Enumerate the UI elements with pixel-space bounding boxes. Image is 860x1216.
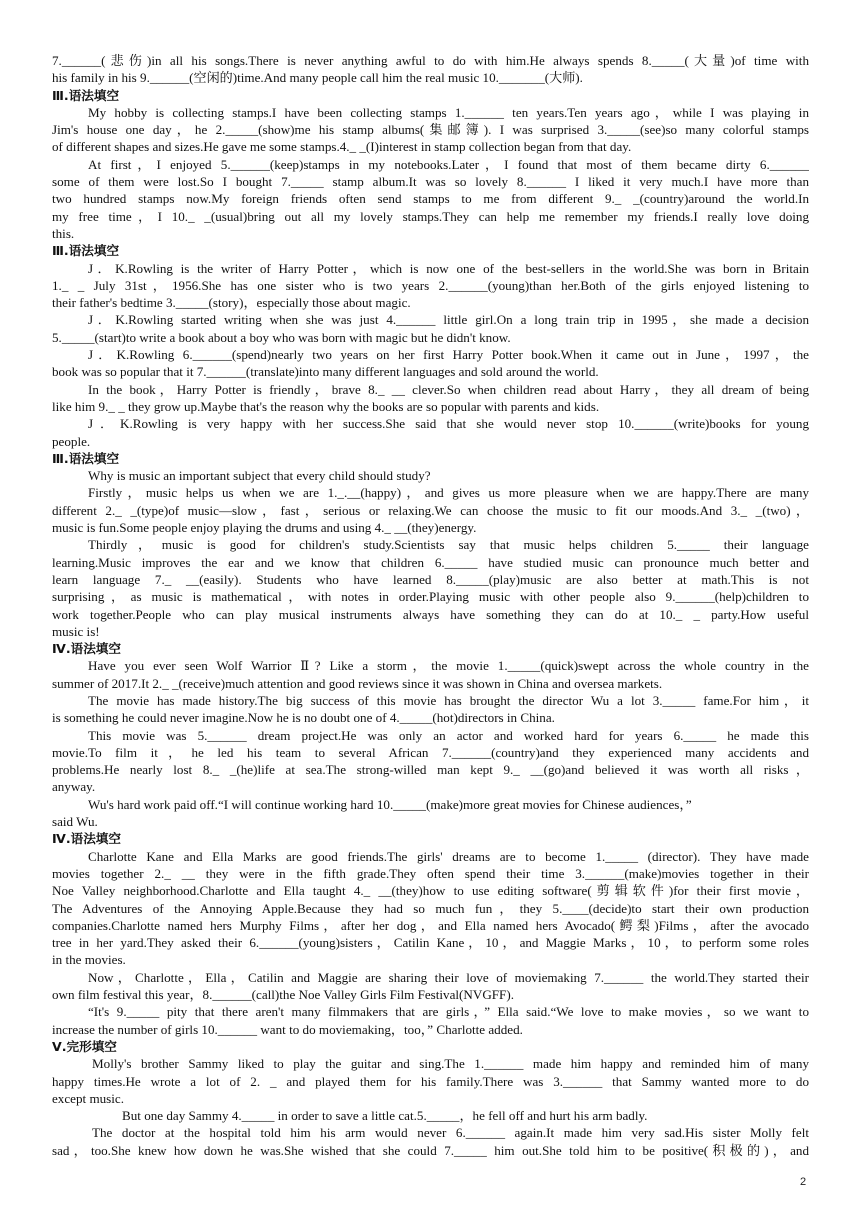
text-line: my free time，I 10._ _(usual)bring out all my lovely stamps.They can help me remember my friends.I really love doing <box>52 208 809 224</box>
paragraph-first-line: J．K.Rowling 6.______(spend)nearly two years on her first Harry Potter book.When it came out in June，1997，the <box>88 347 809 363</box>
text-line: 1._ _ July 31st，1956.She has one sister who is two years 2.______(young)than her.Both of the girls enjoyed listening to <box>52 277 809 293</box>
text-line: increase the number of girls 10.______ want to do moviemaking，too，” Charlotte added. <box>52 1021 523 1037</box>
section-heading: Ⅴ.完形填空 <box>52 1038 117 1054</box>
text-line: music is fun.Some people enjoy playing the drums and using 4._ __(they)energy. <box>52 520 477 536</box>
document-page <box>52 52 809 1159</box>
text-line: people. <box>52 433 91 449</box>
text-line: movie.To film it，he led his team to several African 7.______(country)and they experienced many accidents and <box>52 744 809 760</box>
text-line: 7.______(悲伤)in all his songs.There is never anything awful to do with him.He always spends 8._____(大量)of time with <box>52 53 809 68</box>
text-line: some of them were lost.So I bought 7._____ stamp album.It was so lovely 8.______ I liked it very much.I have more than <box>52 174 809 190</box>
section-heading: Ⅲ.语法填空 <box>52 87 120 103</box>
paragraph-first-line: Molly's brother Sammy liked to play the guitar and sing.The 1.______ made him happy and reminded him of many <box>92 1056 809 1072</box>
text-line: Noe Valley neighborhood.Charlotte and Ella taught 4._ __(they)how to use editing software(剪辑软件)for their first movie， <box>52 883 809 899</box>
text-line: their father's bedtime 3._____(story)，especially those about magic. <box>52 295 411 311</box>
section-heading: Ⅳ.语法填空 <box>52 831 121 847</box>
text-line: his family in his 9.______(空闲的)time.And many people call him the real music 10._______(大师). <box>52 70 583 86</box>
text-line: movies together 2._ __ they were in the fifth grade.They often spend their time 3.______(make)movies together in their <box>52 865 809 881</box>
text-line: companies.Charlotte named hers Murphy Films，after her dog，and Ella named hers Avocado(鳄梨)Films，after the avocado <box>52 917 809 933</box>
paragraph-first-line: The doctor at the hospital told him his arm would never 6.______ again.It made him very sad.His sister Molly felt <box>92 1125 809 1141</box>
text-line: 5._____(start)to write a book about a boy who was born with magic but he didn't know. <box>52 329 511 345</box>
text-line: The Adventures of the Annoying Apple.Because they had so much fun，they 5.____(decide)to start their own production <box>52 900 809 916</box>
paragraph-first-line: My hobby is collecting stamps.I have been collecting stamps 1.______ ten years.Ten years ago，while I was playing in <box>88 104 809 120</box>
text-line: problems.He nearly lost 8._ _(he)life at sea.The strong-willed man kept 9._ __(go)and believed it was worth all risks， <box>52 762 809 778</box>
text-line: this. <box>52 225 75 241</box>
text-line: learning.Music improves the ear and we know that children 6._____ have studied music can pronounce much better and <box>52 554 809 570</box>
paragraph-first-line: Firstly，music helps us when we are 1._.__(happy)，and gives us more pleasure when we are happy.There are many <box>88 485 809 501</box>
paragraph-first-line: This movie was 5.______ dream project.He was only an actor and worked hard for years 6._____ he made this <box>88 727 809 743</box>
text-line: said Wu. <box>52 814 98 830</box>
text-line: summer of 2017.It 2._ _(receive)much attention and good reviews since it was shown in China and oversea markets. <box>52 675 663 691</box>
paragraph-first-line: Wu's hard work paid off.“I will continue working hard 10._____(make)more great movies for Chinese audiences，” <box>88 796 692 812</box>
text-line: book was so popular that it 7.______(translate)into many different languages and sold around the world. <box>52 364 599 380</box>
text-line: like him 9._ _ they grow up.Maybe that's the reason why the books are so popular with parents and kids. <box>52 398 600 414</box>
text-line: in the movies. <box>52 952 126 968</box>
paragraph-first-line: J．K.Rowling is very happy with her success.She said that she would never stop 10.______(write)books for young <box>88 416 809 432</box>
text-line: happy times.He wrote a lot of 2. _ and played them for his family.There was 3.______ that Sammy wanted more to do <box>52 1073 809 1089</box>
paragraph-first-line: At first，I enjoyed 5.______(keep)stamps in my notebooks.Later，I found that most of them became dirty 6.______ <box>88 156 809 172</box>
paragraph-first-line: The movie has made history.The big success of this movie has brought the director Wu a lot 3._____ fame.For him，it <box>88 692 809 708</box>
paragraph-first-line: Why is music an important subject that every child should study? <box>88 468 431 484</box>
text-line: work together.People who can play musical instruments always have something they can do at 10._ _ party.How useful <box>52 606 809 622</box>
text-line: music is! <box>52 623 100 639</box>
paragraph-first-line: J．K.Rowling is the writer of Harry Potter，which is now one of the best-sellers in the world.She was born in Britain <box>88 260 809 276</box>
paragraph-first-line: Charlotte Kane and Ella Marks are good friends.The girls' dreams are to become 1._____ (director). They have made <box>88 848 809 864</box>
text-line: two hundred stamps now.My foreign friends often send stamps to me from different 9._ _(country)around the world.In <box>52 191 809 207</box>
text-line: is something he could never imagine.Now he is no doubt one of 4._____(hot)directors in China. <box>52 710 555 726</box>
paragraph-first-line: Now，Charlotte，Ella，Catilin and Maggie are sharing their love of moviemaking 7.______ the world.They started their <box>88 969 809 985</box>
text-line: own film festival this year，8.______(call)the Noe Valley Girls Film Festival(NVGFF). <box>52 987 514 1003</box>
section-heading: Ⅲ.语法填空 <box>52 243 120 259</box>
paragraph-first-line: J．K.Rowling started writing when she was just 4.______ little girl.On a long train trip in 1995，she made a decision <box>88 312 809 328</box>
text-line: learn language 7._ __(easily). Students who have learned 8._____(play)music are also better at math.This is not <box>52 571 809 587</box>
text-line: sad，too.She knew how down he was.She wished that she could 7._____ him out.She told him to be positive(积极的)，and <box>52 1142 809 1158</box>
paragraph-first-line: In the book，Harry Potter is friendly，brave 8._ __ clever.So when children read about Harry，they all dream of being <box>88 381 809 397</box>
paragraph-first-line: But one day Sammy 4._____ in order to save a little cat.5._____，he fell off and hurt his arm badly. <box>122 1108 648 1124</box>
section-heading: Ⅳ.语法填空 <box>52 641 121 657</box>
text-line: surprising，as music is mathematical，with notes in order.Playing music with other people also 9.______(help)children to <box>52 589 809 605</box>
paragraph-first-line: Have you ever seen Wolf Warrior Ⅱ? Like a storm，the movie 1._____(quick)swept across the whole country in the <box>88 658 809 674</box>
text-line: anyway. <box>52 779 96 795</box>
paragraph-first-line: Thirdly，music is good for children's study.Scientists say that music helps children 5._____ their language <box>88 537 809 553</box>
paragraph-first-line: “It's 9._____ pity that there aren't many filmmakers that are girls，” Ella said.“We love to make movies，so we want to <box>88 1004 809 1020</box>
section-heading: Ⅲ.语法填空 <box>52 450 120 466</box>
text-line: different 2._ _(type)of music—slow，fast，serious or relaxing.We can choose the music to fit our moods.And 3._ _(two)， <box>52 502 809 518</box>
text-line: of different shapes and sizes.He gave me some stamps.4._ _(I)interest in stamp collection began from that day. <box>52 139 632 155</box>
page-number: 2 <box>800 1176 807 1188</box>
text-line: tree in her yard.They asked their 6.______(young)sisters，Catilin Kane，10，and Maggie Marks，10，to perform some roles <box>52 935 809 951</box>
text-line: except music. <box>52 1090 124 1106</box>
text-line: Jim's house one day，he 2._____(show)me his stamp albums(集邮簿). I was surprised 3._____(see)so many colorful stamps <box>52 122 809 138</box>
